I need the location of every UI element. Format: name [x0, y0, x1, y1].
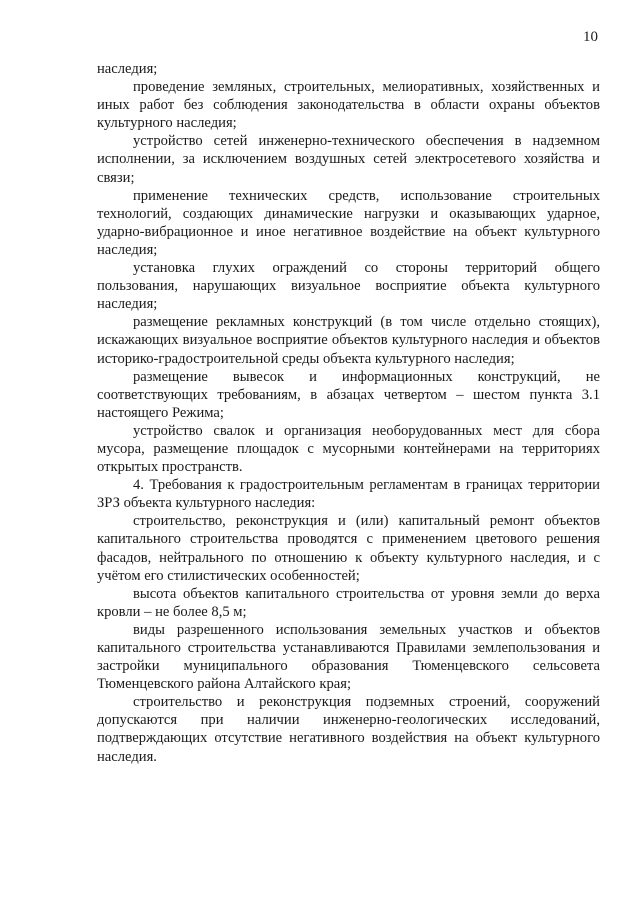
- document-body: [97, 60, 600, 766]
- paragraph-engineering-networks: устройство сетей инженерно-технического обеспечения в надземном исполнении, за исключением воздушных сетей электросетевого хозяйства и связи;: [97, 133, 600, 186]
- paragraph-permitted-use: виды разрешенного использования земельных участков и объектов капитального строительства устанавливаются Правилами землепользования и застройки муниципального образования Тюменцевского сельсовета Тюменцевского района Алтайского края;: [97, 621, 600, 693]
- paragraph-section-4-heading: 4. Требования к градостроительным регламентам в границах территории ЗРЗ объекта культурного наследия:: [97, 477, 600, 512]
- paragraph-signboards: размещение вывесок и информационных конструкций, не соответствующих требованиям, в абзацах четвертом – шестом пункта 3.1 настоящего Режима;: [97, 368, 600, 421]
- paragraph-advertising: размещение рекламных конструкций (в том числе отдельно стоящих), искажающих визуальное восприятие объектов культурного наследия и объектов историко-градостроительной среды объекта культурного наследия;: [97, 314, 600, 367]
- paragraph-height-limit: высота объектов капитального строительства от уровня земли до верха кровли – не более 8,5 м;: [97, 585, 600, 620]
- paragraph-underground-structures: строительство и реконструкция подземных строений, сооружений допускаются при наличии инженерно-геологических исследований, подтверждающих отсутствие негативного воздействия на объект культурного наследия.: [97, 694, 600, 765]
- paragraph-dumps: устройство свалок и организация необорудованных мест для сбора мусора, размещение площадок с мусорными контейнерами на территориях открытых пространств.: [97, 422, 600, 476]
- paragraph-construction-colors: строительство, реконструкция и (или) капитальный ремонт объектов капитального строительства проводятся с применением цветового решения фасадов, нейтрального по отношению к объекту культурного наследия, и с учётом его стилистических особенностей;: [97, 513, 600, 584]
- page-number: 10: [583, 29, 598, 45]
- paragraph-technical-means: применение технических средств, использование строительных технологий, создающих динамические нагрузки и оказывающих ударное, ударно-вибрационное и иное негативное воздействие на объект культурного наследия;: [97, 187, 600, 258]
- paragraph-fences: установка глухих ограждений со стороны территорий общего пользования, нарушающих визуальное восприятие объекта культурного наследия;: [97, 260, 600, 313]
- paragraph-earthworks: проведение земляных, строительных, мелиоративных, хозяйственных и иных работ без соблюдения законодательства в области охраны объектов культурного наследия;: [97, 79, 600, 132]
- paragraph-continuation: наследия;: [97, 61, 158, 77]
